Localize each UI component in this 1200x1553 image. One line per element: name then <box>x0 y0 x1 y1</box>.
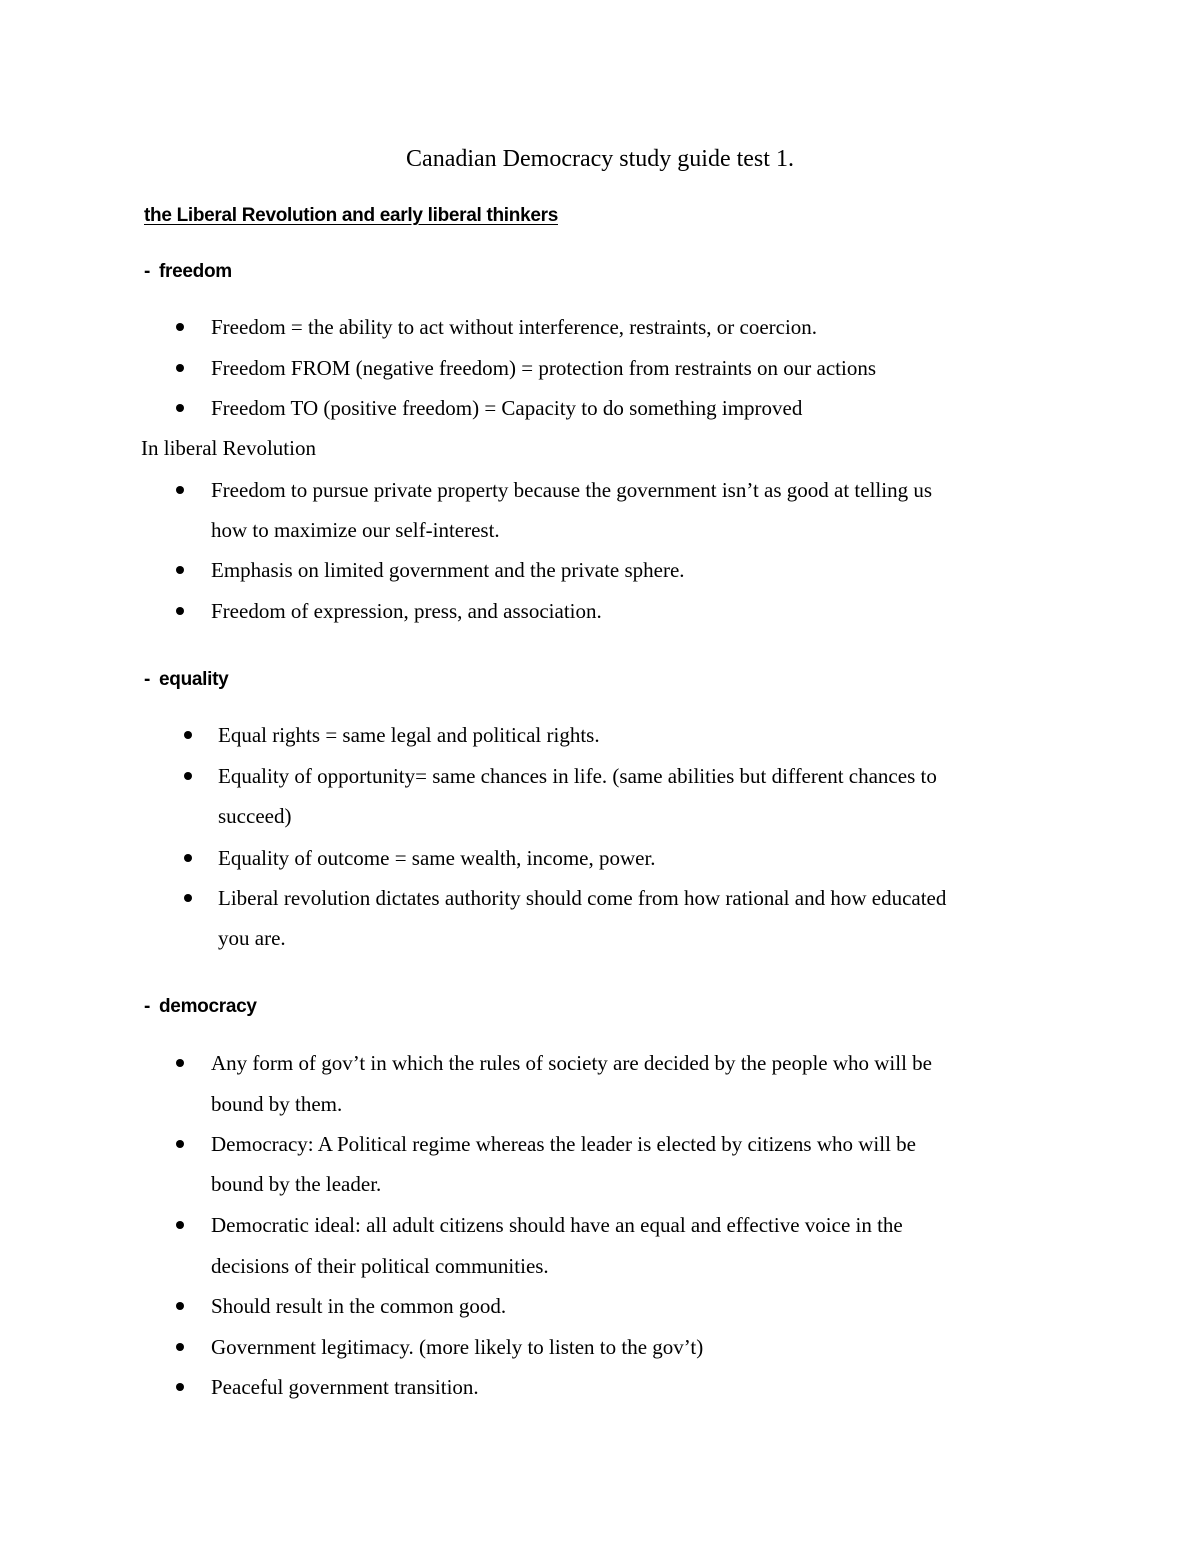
list-item: Equality of opportunity= same chances in life. (same abilities but different chances to <box>218 764 937 788</box>
equality-dash: - <box>144 669 151 690</box>
list-item-continuation: decisions of their political communities. <box>211 1254 549 1278</box>
bullet-icon <box>176 1343 184 1351</box>
freedom-subheading: In liberal Revolution <box>141 436 316 460</box>
list-item: Democracy: A Political regime whereas the leader is elected by citizens who will be <box>211 1132 916 1156</box>
bullet-icon <box>176 1383 184 1391</box>
list-item: Emphasis on limited government and the private sphere. <box>211 558 685 582</box>
bullet-icon <box>176 1140 184 1148</box>
list-item-continuation: succeed) <box>218 804 292 828</box>
list-item: Democratic ideal: all adult citizens should have an equal and effective voice in the <box>211 1213 903 1237</box>
list-item: Freedom TO (positive freedom) = Capacity to do something improved <box>211 396 803 420</box>
list-item: Liberal revolution dictates authority should come from how rational and how educated <box>218 886 947 910</box>
list-item: Any form of gov’t in which the rules of society are decided by the people who will be <box>211 1051 933 1075</box>
list-item: Freedom of expression, press, and association. <box>211 599 602 623</box>
bullet-icon <box>184 854 192 862</box>
democracy-heading-label: democracy <box>159 996 257 1017</box>
list-item-continuation: bound by them. <box>211 1092 343 1116</box>
bullet-icon <box>176 566 184 574</box>
bullet-icon <box>176 364 184 372</box>
list-item: Equal rights = same legal and political rights. <box>218 723 600 747</box>
bullet-icon <box>176 1221 184 1229</box>
freedom-heading <box>144 260 232 284</box>
list-item: Freedom FROM (negative freedom) = protection from restraints on our actions <box>211 356 877 380</box>
freedom-heading-label: freedom <box>159 261 232 282</box>
bullet-icon <box>176 607 184 615</box>
list-item: Equality of outcome = same wealth, income, power. <box>218 846 656 870</box>
bullet-icon <box>184 731 192 739</box>
freedom-dash: - <box>144 261 151 282</box>
page-title: Canadian Democracy study guide test 1. <box>406 146 794 172</box>
list-item: Government legitimacy. (more likely to listen to the gov’t) <box>211 1335 704 1359</box>
democracy-heading <box>144 995 257 1019</box>
equality-heading <box>144 668 228 692</box>
list-item: Freedom to pursue private property because the government isn’t as good at telling us <box>211 478 933 502</box>
bullet-icon <box>184 894 192 902</box>
equality-heading-label: equality <box>159 669 229 690</box>
bullet-icon <box>176 404 184 412</box>
democracy-dash: - <box>144 996 151 1017</box>
bullet-icon <box>176 1059 184 1067</box>
list-item-continuation: how to maximize our self-interest. <box>211 518 500 542</box>
list-item-continuation: bound by the leader. <box>211 1172 382 1196</box>
bullet-icon <box>176 1302 184 1310</box>
list-item: Should result in the common good. <box>211 1294 507 1318</box>
list-item: Freedom = the ability to act without interference, restraints, or coercion. <box>211 315 818 339</box>
bullet-icon <box>176 323 184 331</box>
section-heading: the Liberal Revolution and early liberal thinkers <box>144 205 558 226</box>
list-item: Peaceful government transition. <box>211 1375 479 1399</box>
bullet-icon <box>176 486 184 494</box>
list-item-continuation: you are. <box>218 926 286 950</box>
bullet-icon <box>184 772 192 780</box>
